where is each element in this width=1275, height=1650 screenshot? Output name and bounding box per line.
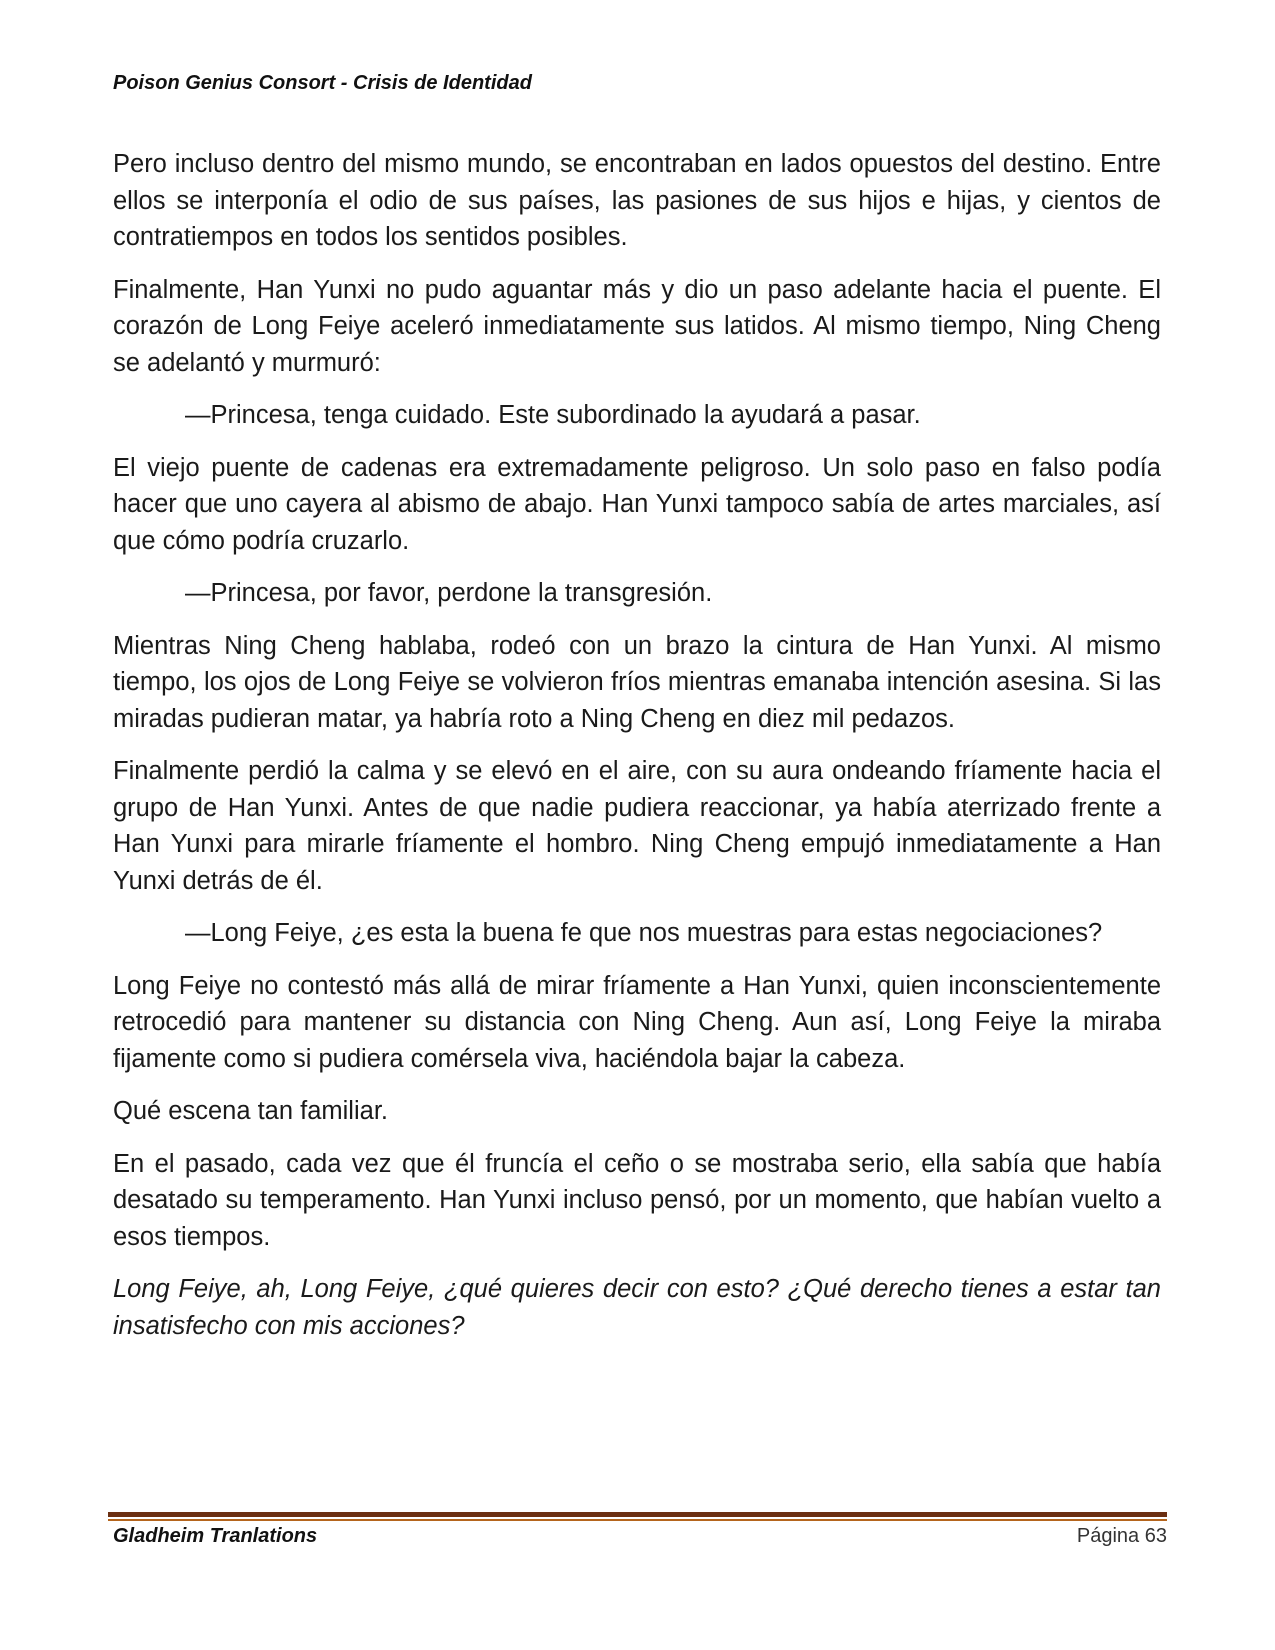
paragraph: Pero incluso dentro del mismo mundo, se encontraban en lados opuestos del destino. Entre ellos se interponía el odio de sus países, las pasiones de sus hijos e hijas, y cientos de contratiempos en todos los sentidos posibles. xyxy=(113,150,1161,251)
paragraph: En el pasado, cada vez que él fruncía el ceño o se mostraba serio, ella sabía que había desatado su temperamento. Han Yunxi incluso pensó, por un momento, que habían vuelto a esos tiempos. xyxy=(113,1149,1161,1251)
thought-paragraph: Long Feiye, ah, Long Feiye, ¿qué quieres decir con esto? ¿Qué derecho tienes a estar tan insatisfecho con mis acciones? xyxy=(113,1275,1161,1340)
page-body xyxy=(113,146,1161,1360)
paragraph: Qué escena tan familiar. xyxy=(113,1097,388,1125)
dialogue-paragraph: —Princesa, por favor, perdone la transgresión. xyxy=(185,579,713,607)
footer-credit: Gladheim Tranlations xyxy=(113,1525,318,1547)
dialogue-paragraph: —Long Feiye, ¿es esta la buena fe que nos muestras para estas negociaciones? xyxy=(185,919,1103,947)
dialogue-paragraph: —Princesa, tenga cuidado. Este subordinado la ayudará a pasar. xyxy=(185,401,921,429)
page-label: Página xyxy=(1076,1525,1140,1547)
page-number-block xyxy=(1077,1525,1167,1548)
paragraph: El viejo puente de cadenas era extremadamente peligroso. Un solo paso en falso podía hacer que uno cayera al abismo de abajo. Han Yunxi tampoco sabía de artes marciales, así que cómo podría cruzarlo. xyxy=(113,453,1161,555)
page-number: 63 xyxy=(1144,1525,1167,1547)
paragraph: Long Feiye no contestó más allá de mirar fríamente a Han Yunxi, quien inconscientemente retrocedió para mantener su distancia con Ning Cheng. Aun así, Long Feiye la miraba fijamente como si pudiera comérsela viva, haciéndola bajar la cabeza. xyxy=(113,971,1161,1073)
running-header: Poison Genius Consort - Crisis de Identidad xyxy=(113,72,532,94)
paragraph: Finalmente perdió la calma y se elevó en el aire, con su aura ondeando fríamente hacia el grupo de Han Yunxi. Antes de que nadie pudiera reaccionar, ya había aterrizado frente a Han Yunxi para mirarle fríamente el hombro. Ning Cheng empujó inmediatamente a Han Yunxi detrás de él. xyxy=(113,757,1161,895)
footer-rule xyxy=(108,1512,1167,1521)
paragraph: Finalmente, Han Yunxi no pudo aguantar más y dio un paso adelante hacia el puente. El corazón de Long Feiye aceleró inmediatamente sus latidos. Al mismo tiempo, Ning Cheng se adelantó y murmuró: xyxy=(113,275,1161,377)
footer-rule-thin xyxy=(108,1519,1167,1521)
paragraph: Mientras Ning Cheng hablaba, rodeó con un brazo la cintura de Han Yunxi. Al mismo tiempo, los ojos de Long Feiye se volvieron fríos mientras emanaba intención asesina. Si las miradas pudieran matar, ya habría roto a Ning Cheng en diez mil pedazos. xyxy=(113,631,1161,733)
